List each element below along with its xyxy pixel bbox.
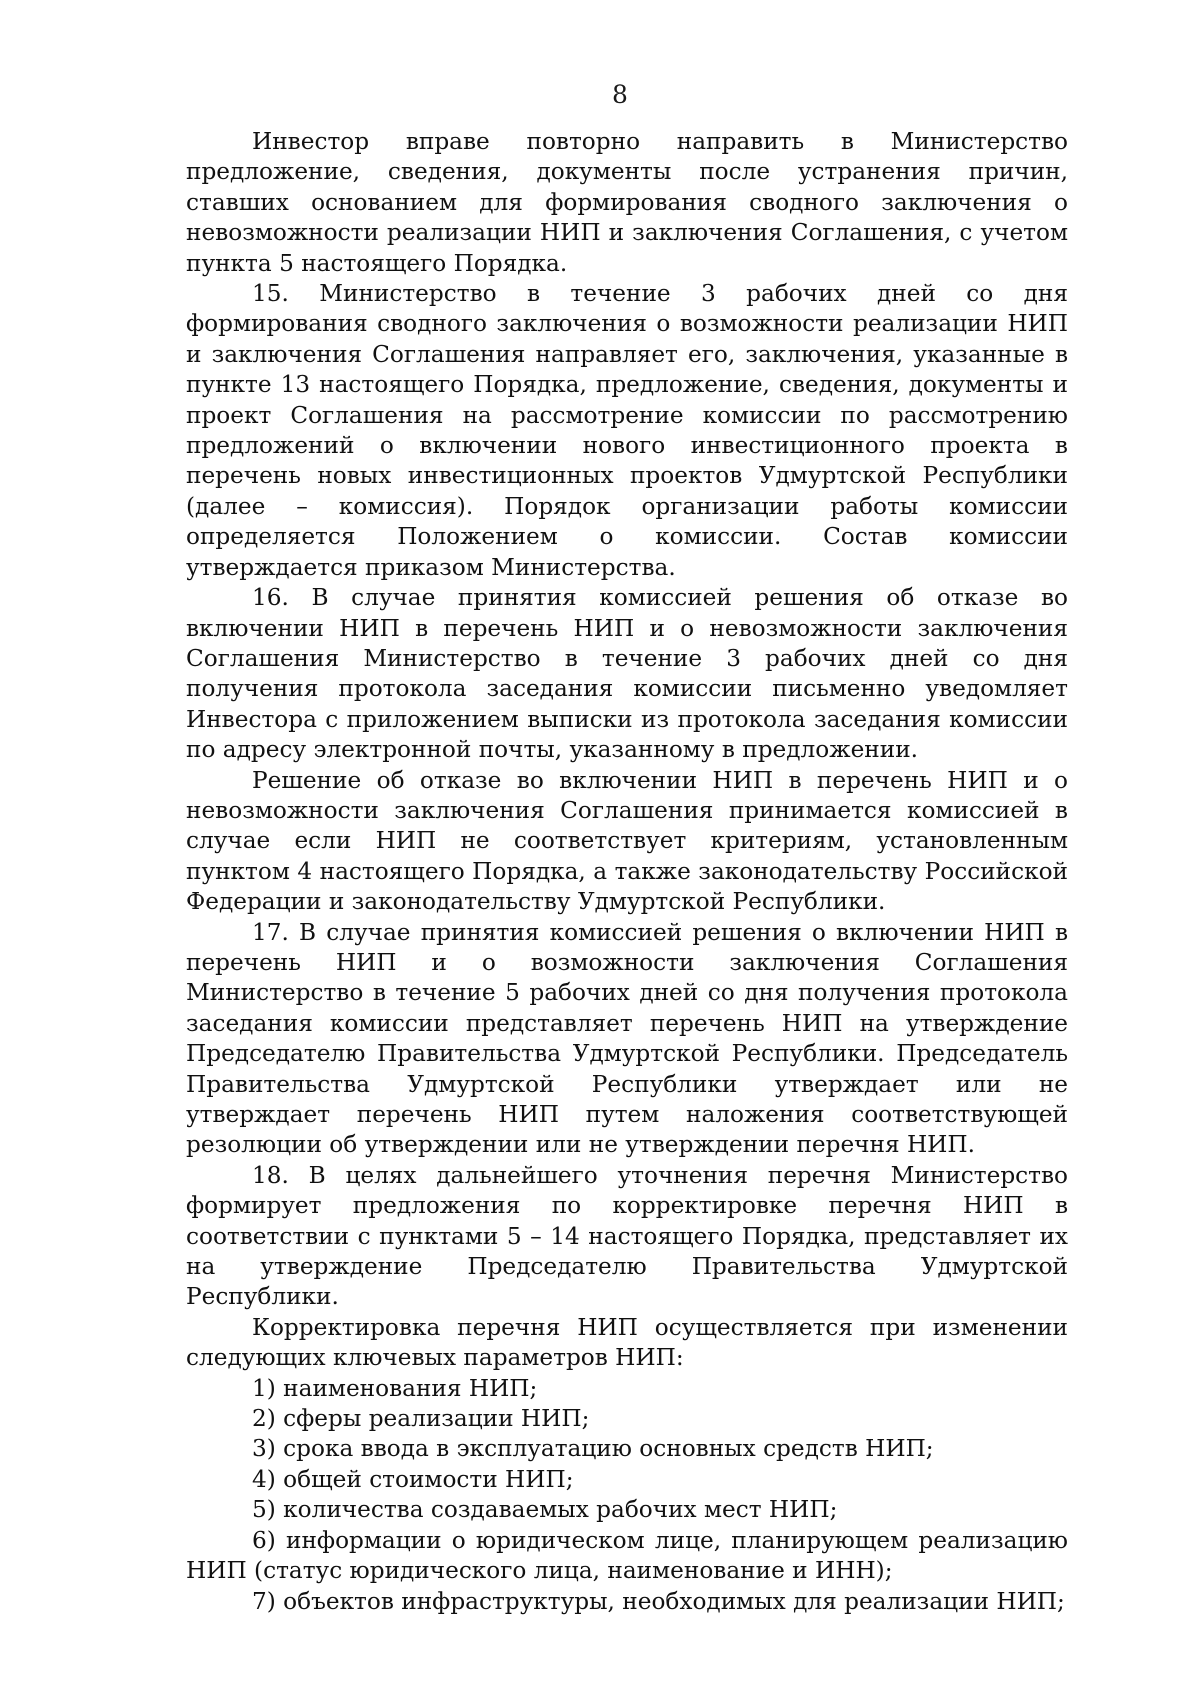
page-number: 8 bbox=[612, 80, 628, 109]
paragraph-investor-resubmission: Инвестор вправе повторно направить в Министерство предложение, сведения, документы после устранения причин, ставших основанием для формирования сводного заключения о невозможности реализации НИП и заключения Соглашения, с учетом пункта 5 настоящего Порядка. bbox=[186, 128, 1068, 277]
document-body bbox=[186, 127, 1068, 1617]
paragraph-item-18: 18. В целях дальнейшего уточнения перечня Министерство формирует предложения по корректировке перечня НИП в соответствии с пунктами 5 – 14 настоящего Порядка, представляет их на утверждение Председателю Правительства Удмуртской Республики. bbox=[186, 1161, 1068, 1311]
paragraph-refusal-decision: Решение об отказе во включении НИП в перечень НИП и о невозможности заключения Соглашения принимается комиссией в случае если НИП не соответствует критериям, установленным пунктом 4 настоящего Порядка, а также законодательству Российской Федерации и законодательству Удмуртской Республики. bbox=[186, 766, 1068, 916]
list-item: 5) количества создаваемых рабочих мест НИП; bbox=[252, 1496, 838, 1524]
list-item: 3) срока ввода в эксплуатацию основных средств НИП; bbox=[252, 1435, 934, 1463]
paragraph-item-15: 15. Министерство в течение 3 рабочих дней со дня формирования сводного заключения о возможности реализации НИП и заключения Соглашения направляет его, заключения, указанные в пункте 13 настоящего Порядка, предложение, сведения, документы и проект Соглашения на рассмотрение комиссии по рассмотрению предложений о включении нового инвестиционного проекта в перечень новых инвестиционных проектов Удмуртской Республики (далее – комиссия). Порядок организации работы комиссии определяется Положением о комиссии. Состав комиссии утверждается приказом Министерства. bbox=[186, 280, 1068, 581]
paragraph-list-intro: Корректировка перечня НИП осуществляется при изменении следующих ключевых параметров НИП: bbox=[186, 1313, 1068, 1372]
list-item: 7) объектов инфраструктуры, необходимых для реализации НИП; bbox=[252, 1587, 1065, 1615]
list-item: 4) общей стоимости НИП; bbox=[252, 1465, 574, 1493]
list-item: 6) информации о юридическом лице, планирующем реализацию НИП (статус юридического лица, наименование и ИНН); bbox=[186, 1526, 1068, 1585]
list-item: 1) наименования НИП; bbox=[252, 1374, 538, 1402]
paragraph-item-17: 17. В случае принятия комиссией решения о включении НИП в перечень НИП и о возможности заключения Соглашения Министерство в течение 5 рабочих дней со дня получения протокола заседания комиссии представляет перечень НИП на утверждение Председателю Правительства Удмуртской Республики. Председатель Правительства Удмуртской Республики утверждает или не утверждает перечень НИП путем наложения соответствующей резолюции об утверждении или не утверждении перечня НИП. bbox=[186, 918, 1068, 1159]
paragraph-item-16: 16. В случае принятия комиссией решения об отказе во включении НИП в перечень НИП и о невозможности заключения Соглашения Министерство в течение 3 рабочих дней со дня получения протокола заседания комиссии письменно уведомляет Инвестора с приложением выписки из протокола заседания комиссии по адресу электронной почты, указанному в предложении. bbox=[186, 584, 1068, 764]
list-item: 2) сферы реализации НИП; bbox=[252, 1405, 590, 1433]
